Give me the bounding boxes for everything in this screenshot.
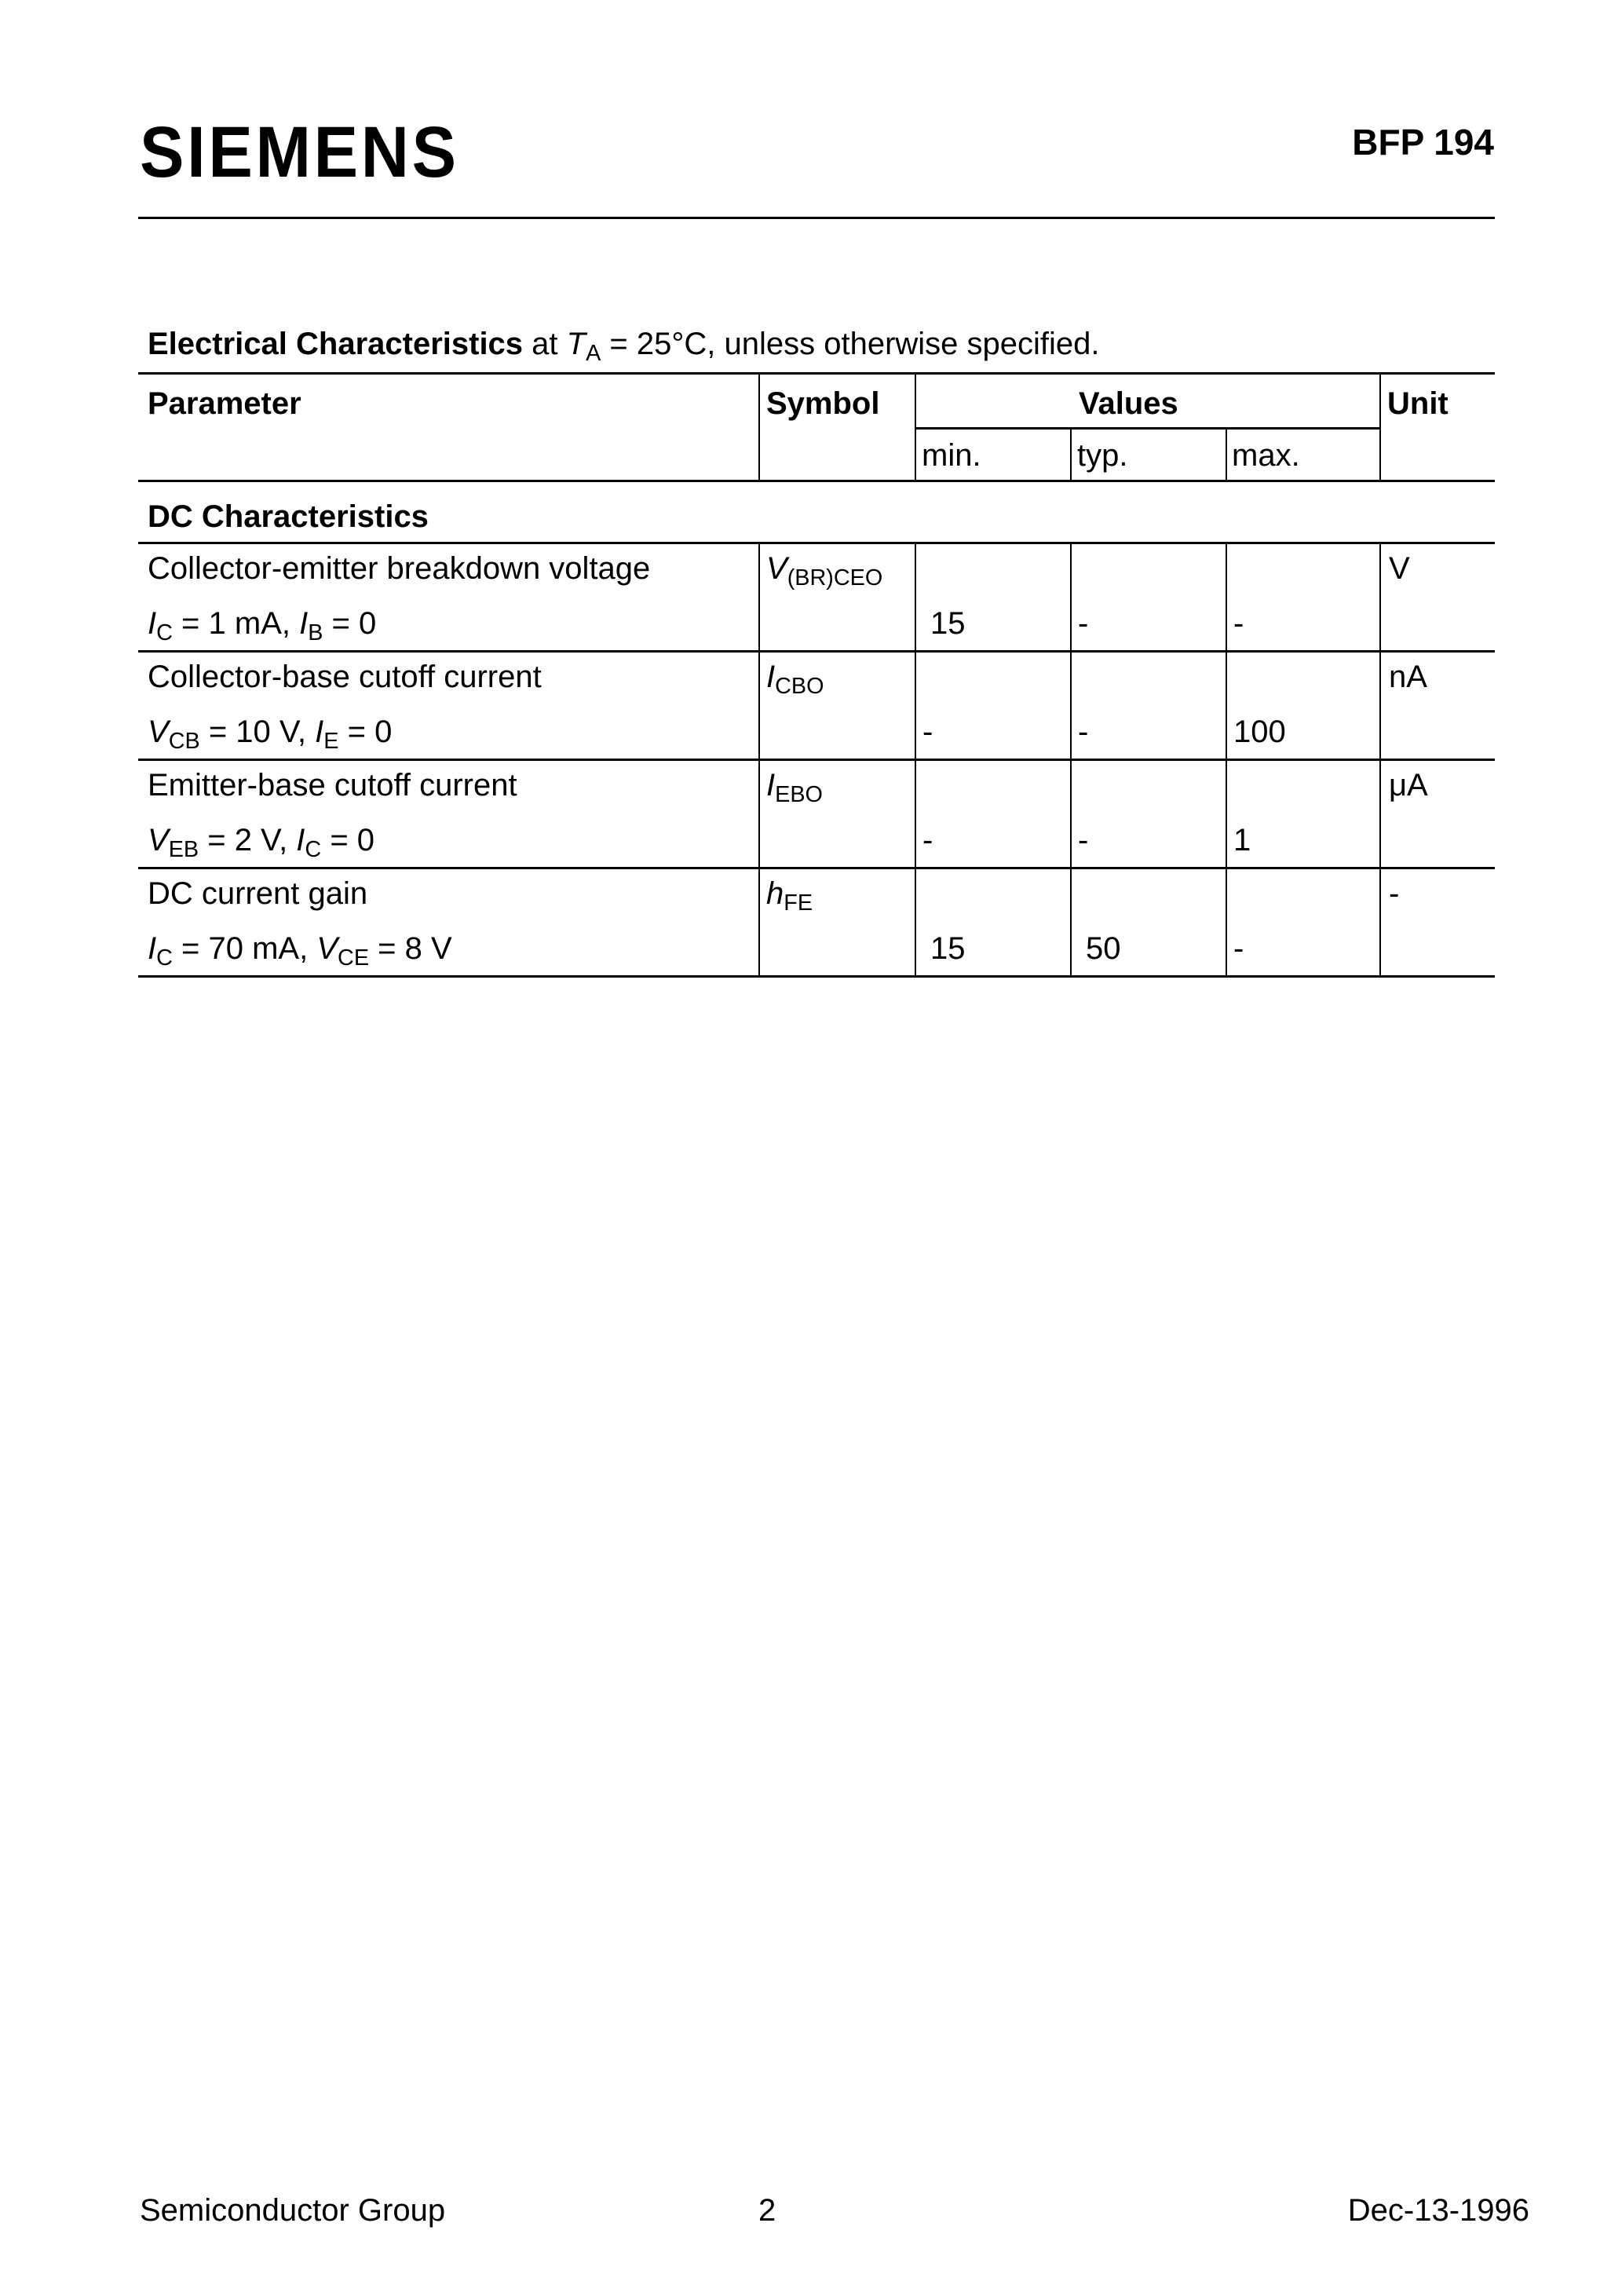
row-cell-divider [1226,867,1227,975]
caption-symbol: T [566,327,586,361]
parameter-name: Emitter-base cutoff current [148,768,517,803]
row-cell-divider [915,650,916,759]
row-bottom-rule [138,975,1495,978]
condition-subscript: C [305,837,322,863]
table-top-rule [138,372,1495,375]
row-cell-divider [1379,759,1381,867]
row-bottom-rule [138,650,1495,653]
unit-cell: V [1389,551,1410,586]
condition-symbol: V [148,823,169,857]
row-cell-divider [1070,759,1072,867]
unit-cell: nA [1389,660,1427,694]
value-max: - [1233,931,1244,966]
row-cell-divider [1379,542,1381,650]
header-divider-typ [1070,427,1072,480]
test-condition [148,823,375,863]
condition-subscript: E [323,729,339,755]
header-divider-symbol [758,372,760,480]
value-typ: - [1078,823,1089,857]
unit-cell: - [1389,876,1400,911]
footer-left: Semiconductor Group [140,2193,446,2228]
symbol-cell [766,876,813,916]
condition-subscript: B [308,620,323,646]
value-typ: - [1078,715,1089,749]
row-cell-divider [758,650,760,759]
row-cell-divider [915,759,916,867]
row-cell-divider [758,542,760,650]
header-divider-values [915,372,916,480]
condition-value: = 0 [323,606,377,641]
siemens-logo: SIEMENS [140,112,459,192]
row-cell-divider [1070,542,1072,650]
condition-value: = 8 V [369,931,452,966]
condition-symbol: V [148,715,169,749]
value-typ: 50 [1086,931,1121,966]
caption-subscript: A [586,341,601,367]
row-cell-divider [1226,650,1227,759]
condition-value: = 10 V, [199,715,316,749]
header-divider-max [1226,427,1227,480]
header-symbol: Symbol [766,386,880,421]
values-subheader-rule [915,427,1379,430]
condition-value: = 2 V, [199,823,297,857]
value-max: 1 [1233,823,1251,857]
symbol-cell [766,551,883,591]
value-typ: - [1078,606,1089,641]
condition-value: = 1 mA, [172,606,300,641]
condition-symbol: I [296,823,305,857]
header-divider-unit [1379,372,1381,480]
row-cell-divider [758,759,760,867]
condition-symbol: V [316,931,338,966]
test-condition [148,715,393,755]
condition-subscript: EB [168,837,199,863]
condition-subscript: C [156,620,173,646]
test-condition [148,931,452,971]
caption-condition: = 25°C, unless otherwise specified. [601,327,1100,361]
symbol-letter: I [766,660,776,694]
row-cell-divider [1070,650,1072,759]
row-cell-divider [915,542,916,650]
value-min: - [922,715,933,749]
footer-page-number: 2 [758,2193,776,2228]
header-bottom-rule [138,480,1495,482]
value-min: - [922,823,933,857]
symbol-subscript: (BR)CEO [787,565,883,591]
symbol-subscript: FE [784,890,813,916]
condition-value: = 0 [321,823,375,857]
parameter-name: Collector-base cutoff current [148,660,542,694]
symbol-cell [766,660,824,700]
row-cell-divider [1226,542,1227,650]
footer-date: Dec-13-1996 [1347,2193,1529,2228]
table-caption [148,327,1100,367]
row-cell-divider [1379,867,1381,975]
header-rule [138,217,1495,219]
symbol-cell [766,768,823,808]
header-unit: Unit [1387,386,1448,421]
subheader-typ: typ. [1077,438,1128,473]
symbol-subscript: EBO [775,782,823,808]
test-condition [148,606,377,646]
symbol-subscript: CBO [775,674,824,700]
row-cell-divider [1379,650,1381,759]
parameter-name: DC current gain [148,876,368,911]
condition-value: = 0 [338,715,393,749]
row-bottom-rule [138,867,1495,869]
header-parameter: Parameter [148,386,301,421]
condition-symbol: I [315,715,324,749]
value-max: 100 [1233,715,1286,749]
caption-title: Electrical Characteristics [148,327,524,361]
condition-symbol: I [299,606,309,641]
symbol-letter: V [766,551,787,586]
symbol-letter: I [766,768,776,803]
condition-subscript: CB [168,729,200,755]
row-bottom-rule [138,759,1495,761]
row-cell-divider [1070,867,1072,975]
part-number: BFP 194 [1352,122,1494,163]
value-max: - [1233,606,1244,641]
condition-subscript: C [156,945,173,971]
value-min: 15 [930,606,966,641]
subheader-max: max. [1232,438,1300,473]
section-dc-characteristics: DC Characteristics [148,499,429,534]
section-rule [138,542,1495,544]
header-values: Values [1079,386,1178,421]
unit-cell: μA [1389,768,1428,803]
row-cell-divider [758,867,760,975]
caption-at: at [523,327,567,361]
symbol-letter: h [766,876,784,911]
condition-value: = 70 mA, [172,931,317,966]
condition-symbol: I [148,931,157,966]
row-cell-divider [915,867,916,975]
condition-subscript: CE [338,945,370,971]
value-min: 15 [930,931,966,966]
subheader-min: min. [922,438,981,473]
condition-symbol: I [148,606,157,641]
parameter-name: Collector-emitter breakdown voltage [148,551,651,586]
row-cell-divider [1226,759,1227,867]
